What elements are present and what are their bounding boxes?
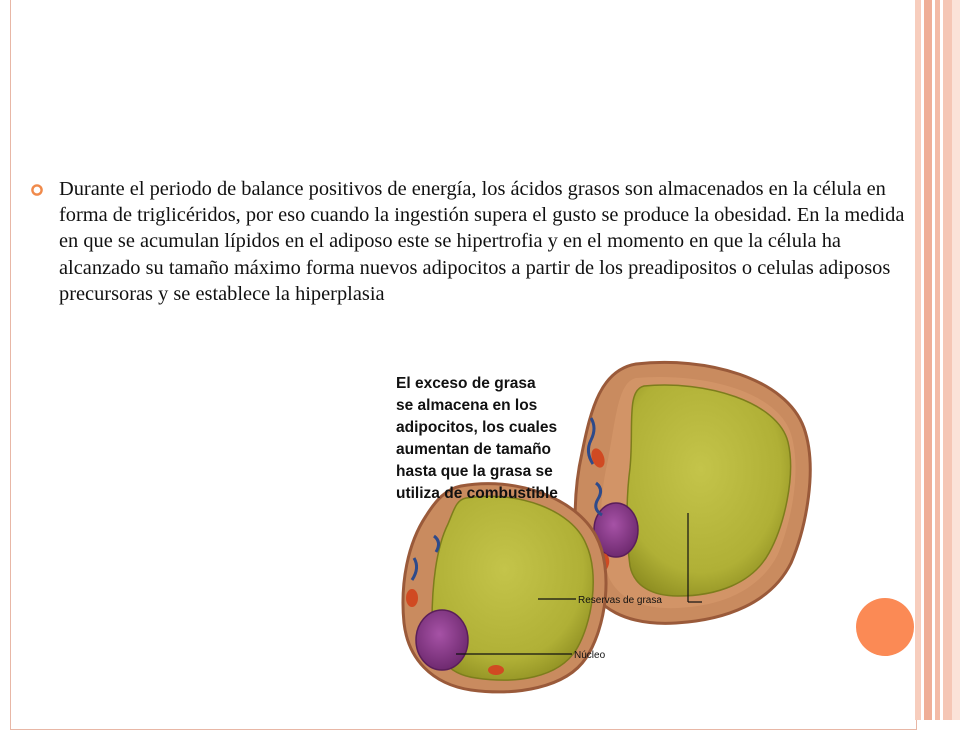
caption-line: adipocitos, los cuales xyxy=(396,419,558,436)
caption-line: utiliza de combustible xyxy=(396,485,558,502)
orange-circle-icon xyxy=(856,598,914,656)
caption-line: hasta que la grasa se xyxy=(396,463,553,480)
bullet-item xyxy=(30,176,910,307)
right-stripes-decoration xyxy=(915,0,960,720)
caption-line: se almacena en los xyxy=(396,397,538,414)
large-adipocyte xyxy=(575,362,810,623)
caption-line: aumentan de tamaño xyxy=(396,441,552,458)
caption-line: El exceso de grasa xyxy=(396,375,536,392)
adipocyte-figure xyxy=(386,358,826,698)
fat-reserve-label: Reservas de grasa xyxy=(578,595,662,606)
bullet-text: Durante el periodo de balance positivos de energía, los ácidos grasos son almacenados en la célula en forma de triglicéridos, por eso cuando la ingestión supera el gusto se produce la obesidad. En la medida en que se acumulan lípidos en el adiposo este se hipertrofia y en el momento en que la célula ha alcanzado su tamaño máximo forma nuevos adipocitos a partir de los preadipositos o celulas adiposos precursoras y se establece la hiperplasia xyxy=(59,178,905,305)
nucleus-label: Núcleo xyxy=(574,650,606,661)
circle-ring-bullet-icon xyxy=(30,183,44,197)
